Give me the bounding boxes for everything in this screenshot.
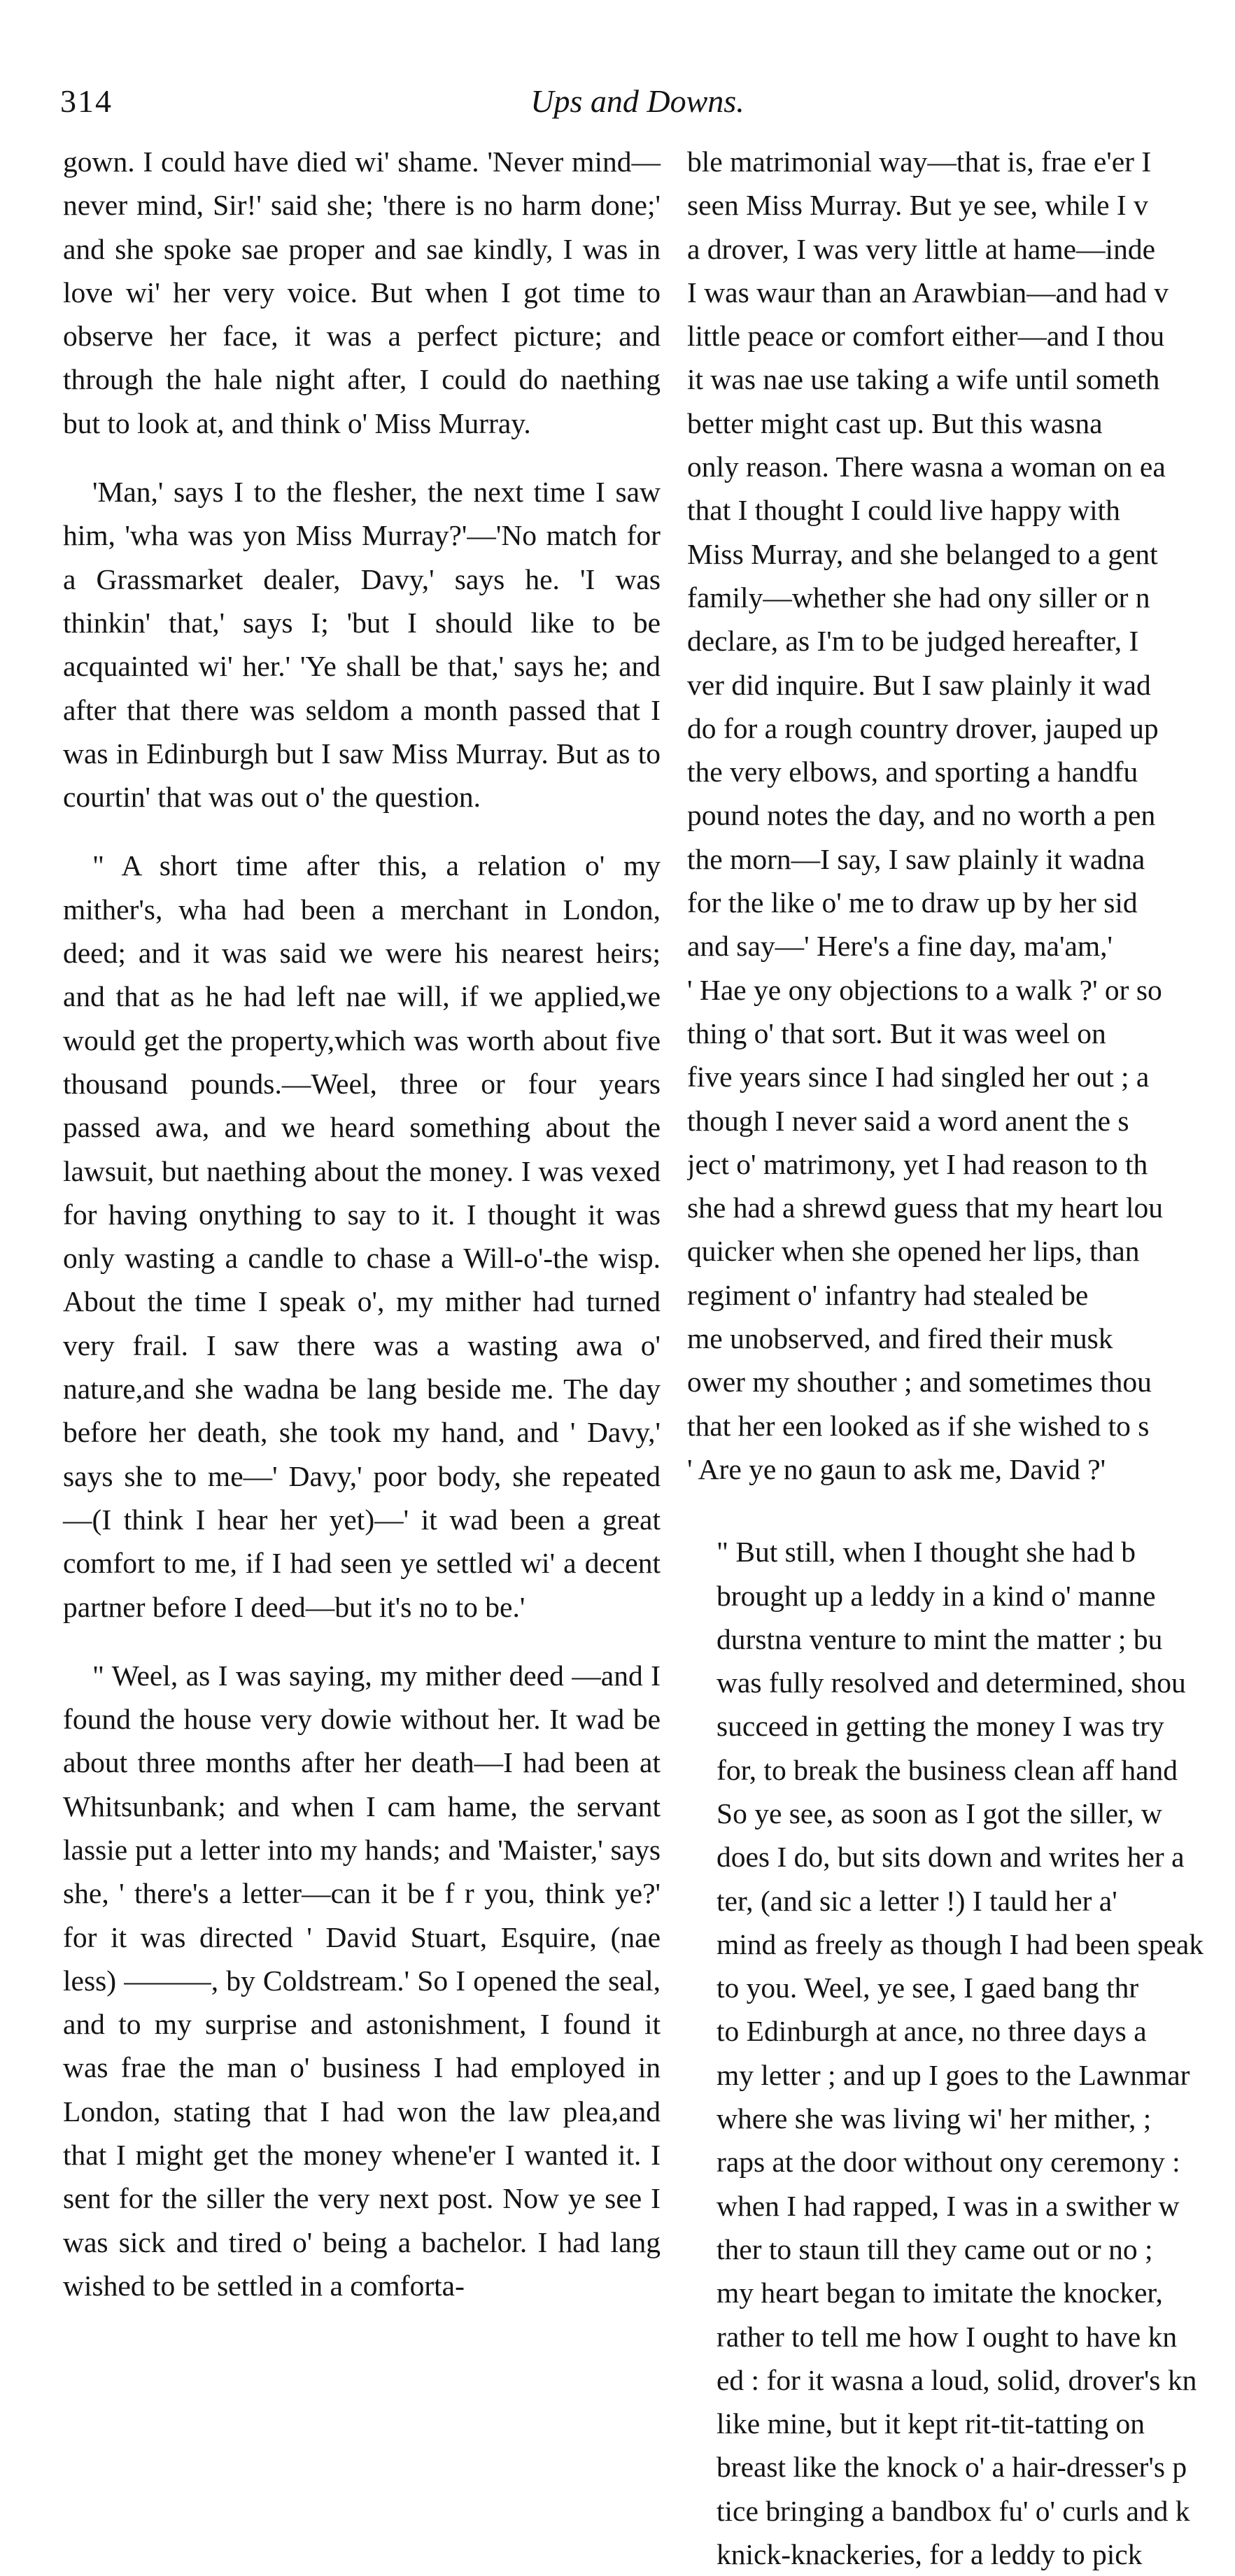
- text-line: the very elbows, and sporting a handfu: [687, 756, 1138, 788]
- paragraph: [687, 140, 1219, 1491]
- text-line: to Edinburgh at ance, no three days a: [717, 2015, 1147, 2048]
- text-line: ' Hae ye ony objections to a walk ?' or so: [687, 973, 1162, 1006]
- text-line: regiment o' infantry had stealed be: [687, 1278, 1089, 1311]
- text-line: brought up a leddy in a kind o' manne: [717, 1579, 1156, 1612]
- text-line: seen Miss Murray. But ye see, while I v: [687, 189, 1148, 222]
- text-line: it was nae use taking a wife until someth: [687, 363, 1160, 396]
- text-line: five years since I had singled her out ; a: [687, 1061, 1150, 1094]
- text-line: succeed in getting the money I was try: [717, 1710, 1164, 1743]
- text-line: So ye see, as soon as I got the siller, w: [717, 1797, 1162, 1830]
- text-line: ed : for it wasna a loud, solid, drover's kn: [717, 2363, 1197, 2396]
- text-line: only reason. There wasna a woman on ea: [687, 451, 1166, 483]
- text-line: pound notes the day, and no worth a pen: [687, 799, 1156, 832]
- right-column: [687, 140, 1219, 2576]
- paragraph: 'Man,' says I to the flesher, the next time I saw him, 'wha was yon Miss Murray?'—'No match for a Grassmarket dealer, Davy,' says he. 'I was thinkin' that,' says I; 'but I should like to be acquainted wi' her.' 'Ye shall be that,' says he; and after that there was seldom a month passed that I was in Edinburgh but I saw Miss Murray. But as to courtin' that was out o' the question.: [63, 476, 661, 814]
- text-line: do for a rough country drover, jauped up: [687, 712, 1159, 744]
- text-line: was fully resolved and determined, shou: [717, 1666, 1186, 1699]
- text-line: me unobserved, and fired their musk: [687, 1322, 1113, 1355]
- text-line: to you. Weel, ye see, I gaed bang thr: [717, 1972, 1139, 2004]
- left-column: [63, 140, 661, 2307]
- text-line: ower my shouther ; and sometimes thou: [687, 1366, 1152, 1399]
- text-line: thing o' that sort. But it was weel on: [687, 1017, 1106, 1049]
- text-line: though I never said a word anent the s: [687, 1104, 1129, 1137]
- text-line: knick-knackeries, for a leddy to pick: [717, 2538, 1143, 2571]
- text-line: little peace or comfort either—and I thou: [687, 320, 1165, 353]
- text-line: Miss Murray, and she belanged to a gent: [687, 537, 1158, 570]
- text-line: like mine, but it kept rit-tit-tatting on: [717, 2407, 1145, 2440]
- text-line: ble matrimonial way—that is, frae e'er I: [687, 146, 1152, 178]
- text-line: mind as freely as though I had been speak: [717, 1927, 1204, 1960]
- text-line: that I thought I could live happy with: [687, 494, 1120, 527]
- text-line: declare, as I'm to be judged hereafter, I: [687, 625, 1139, 658]
- text-line: where she was living wi' her mither, ;: [717, 2102, 1152, 2135]
- paragraph: " Weel, as I was saying, my mither deed —and I found the house very dowie without her. It wad be about three months after her death—I had been at Whitsunbank; and when I cam hame, the servant lassie put a letter into my hands; and 'Maister,' says she, ' there's a letter—can it be f r you, think ye?' for it was directed ' David Stuart, Esquire, (nae less) ———, by Coldstream.' So I opened the seal, and to my surprise and astonishment, I found it was frae the man o' business I had employed in London, stating that I had won the law plea,and that I might get the money whene'er I wanted it. I sent for the siller the very next post. Now ye see I was sick and tired o' being a bachelor. I had lang wished to be settled in a comforta-: [63, 1659, 661, 2302]
- text-line: raps at the door without ony ceremony :: [717, 2146, 1180, 2179]
- text-line: for the like o' me to draw up by her sid: [687, 886, 1138, 919]
- text-line: quicker when she opened her lips, than: [687, 1235, 1140, 1268]
- text-line: and say—' Here's a fine day, ma'am,': [687, 930, 1113, 963]
- text-line: when I had rapped, I was in a swither w: [717, 2189, 1180, 2222]
- text-line: rather to tell me how I ought to have kn: [717, 2320, 1178, 2353]
- text-line: a drover, I was very little at hame—inde: [687, 232, 1156, 265]
- text-line: ther to staun till they came out or no ;: [717, 2232, 1153, 2265]
- text-line: family—whether she had ony siller or n: [687, 581, 1150, 614]
- page-number: 314: [60, 83, 113, 119]
- text-line: breast like the knock o' a hair-dresser's p: [717, 2451, 1187, 2484]
- text-line: I was waur than an Arawbian—and had v: [687, 276, 1169, 309]
- text-line: " But still, when I thought she had b: [717, 1536, 1136, 1569]
- text-line: ' Are ye no gaun to ask me, David ?': [687, 1452, 1106, 1485]
- text-line: ver did inquire. But I saw plainly it wad: [687, 668, 1151, 701]
- text-line: for, to break the business clean aff hand: [717, 1753, 1178, 1786]
- paragraph: [687, 1530, 1219, 2576]
- text-line: the morn—I say, I saw plainly it wadna: [687, 842, 1145, 875]
- text-line: my heart began to imitate the knocker,: [717, 2277, 1163, 2309]
- page-header: [60, 83, 1215, 132]
- text-line: ject o' matrimony, yet I had reason to th: [687, 1147, 1148, 1180]
- paragraph: " A short time after this, a relation o' my mither's, wha had been a merchant in London, deed; and it was said we were his nearest heirs; and that as he had left nae will, if we applied,we would get the property,which was worth about five thousand pounds.—Weel, three or four years passed awa, and we heard something about the lawsuit, but naething about the money. I was vexed for having onything to say to it. I thought it was only wasting a candle to chase a Will-o'-the wisp. About the time I speak o', my mither had turned very frail. I saw there was a wasting awa o' nature,and she wadna be lang beside me. The day before her death, she took my hand, and ' Davy,' says she to me—' Davy,' poor body, she repeated —(I think I hear her yet)—' it wad been a great comfort to me, if I had seen ye settled wi' a decent partner before I deed—but it's no to be.': [63, 849, 661, 1623]
- running-title: Ups and Downs.: [530, 83, 744, 119]
- text-line: better might cast up. But this wasna: [687, 406, 1103, 439]
- text-line: does I do, but sits down and writes her a: [717, 1841, 1185, 1874]
- text-line: she had a shrewd guess that my heart lou: [687, 1191, 1163, 1224]
- text-line: tice bringing a bandbox fu' o' curls and k: [717, 2494, 1190, 2527]
- text-line: my letter ; and up I goes to the Lawnmar: [717, 2058, 1190, 2091]
- text-line: that her een looked as if she wished to s: [687, 1409, 1150, 1442]
- paragraph: gown. I could have died wi' shame. 'Never mind—never mind, Sir!' said she; 'there is no harm done;' and she spoke sae proper and sae kindly, I was in love wi' her very voice. But when I got time to observe her face, it was a perfect picture; and through the hale night after, I could do naething but to look at, and think o' Miss Murray.: [63, 146, 661, 439]
- text-line: ter, (and sic a letter !) I tauld her a': [717, 1884, 1117, 1917]
- text-line: durstna venture to mint the matter ; bu: [717, 1622, 1163, 1655]
